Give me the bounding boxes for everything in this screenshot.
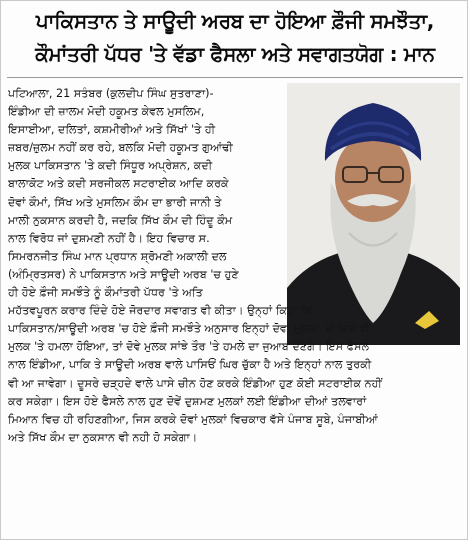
article-line: ਮਹੱਤਵਪੂਰਨ ਕਰਾਰ ਦਿੰਦੇ ਹੋਏ ਜੋਰਦਾਰ ਸਵਾਗਤ ਵੀ ਕੀਤਾ। ਉਨ੍ਹਾਂ ਕਿਹਾ ਕਿ xyxy=(8,304,312,318)
headline-line-2: ਕੌਮਾਂਤਰੀ ਪੱਧਰ 'ਤੇ ਵੱਡਾ ਫੈਸਲਾ ਅਤੇ ਸਵਾਗਤਯੋਗ : ਮਾਨ xyxy=(35,42,435,66)
headline-divider xyxy=(7,77,463,78)
article-line: ਮਾਲੀ ਨੁਕਸਾਨ ਕਰਦੀ ਹੈ, ਜਦਕਿ ਸਿੱਖ ਕੌਮ ਦੀ ਹਿੰਦੂ ਕੌਮ xyxy=(8,213,233,227)
article-line: ਪਟਿਆਲਾ, 21 ਸਤੰਬਰ (ਕੁਲਦੀਪ ਸਿੰਘ ਸੁਤਰਾਣਾ)- xyxy=(8,87,214,100)
article-line: ਨਾਲ ਵਿਰੋਧ ਜਾਂ ਦੁਸ਼ਮਣੀ ਨਹੀਂ ਹੈ। ਇਹ ਵਿਚਾਰ ਸ. xyxy=(8,231,210,245)
article-body xyxy=(8,85,462,447)
article-line: ਵੀ ਆ ਜਾਵੇਗਾ। ਦੂਸਰੇ ਚੜ੍ਹਦੇ ਵਾਲੇ ਪਾਸੇ ਚੀਨ ਹੋਣ ਕਰਕੇ ਇੰਡੀਆ ਹੁਣ ਕੋਈ ਸਟਰਾਈਕ ਨਹੀਂ xyxy=(8,376,382,390)
article-line: ਨਾਲ ਇੰਡੀਆ, ਪਾਕਿ ਤੇ ਸਾਊਦੀ ਅਰਬ ਵਾਲੇ ਪਾਸਿਓਂ ਘਿਰ ਚੁੱਕਾ ਹੈ ਅਤੇ ਇਨ੍ਹਾਂ ਨਾਲ ਤੁਰਕੀ xyxy=(8,358,372,372)
article-line: ਇੰਡੀਆ ਦੀ ਜ਼ਾਲਮ ਮੋਦੀ ਹਕੂਮਤ ਕੇਵਲ ਮੁਸਲਿਮ, xyxy=(8,105,205,119)
article-line: ਸਿਮਰਨਜੀਤ ਸਿੰਘ ਮਾਨ ਪ੍ਰਧਾਨ ਸ਼੍ਰੋਮਣੀ ਅਕਾਲੀ ਦਲ xyxy=(8,249,227,263)
article-line: ਅਤੇ ਸਿੱਖ ਕੌਮ ਦਾ ਨੁਕਸਾਨ ਵੀ ਨਹੀ ਹੋ ਸਕੇਗਾ। xyxy=(8,430,198,444)
article-line: ਦੋਵਾਂ ਕੌਮਾਂ, ਸਿੱਖ ਅਤੇ ਮੁਸਲਿਮ ਕੌਮ ਦਾ ਭਾਰੀ ਜਾਨੀ ਤੇ xyxy=(8,195,222,209)
article-line: ਕਰ ਸਕੇਗਾ। ਇਸ ਹੋਏ ਫੈਸਲੇ ਨਾਲ ਹੁਣ ਦੋਵੇਂ ਦੁਸ਼ਮਣ ਮੁਲਕਾਂ ਲਈ ਇੰਡੀਆ ਦੀਆਂ ਤਲਵਾਰਾਂ xyxy=(8,394,367,408)
article-line: ਮੁਲਕ ਪਾਕਿਸਤਾਨ 'ਤੇ ਕਦੀ ਸਿੰਧੂਰ ਅਪ੍ਰੇਸ਼ਨ, ਕਦੀ xyxy=(8,159,213,173)
headline xyxy=(7,5,463,71)
article-line: ਇਸਾਈਆ, ਦਲਿਤਾਂ, ਕਸ਼ਮੀਰੀਆਂ ਅਤੇ ਸਿੱਖਾਂ 'ਤੇ ਹੀ xyxy=(8,123,216,137)
article-line: ਜ਼ਬਰ/ਜ਼ੁਲਮ ਨਹੀਂ ਕਰ ਰਹੇ, ਬਲਕਿ ਮੋਦੀ ਹਕੂਮਤ ਗੁਆਂਢੀ xyxy=(8,141,233,155)
article-line: ਪਾਕਿਸਤਾਨ/ਸਾਊਦੀ ਅਰਬ 'ਚ ਹੋਏ ਫ਼ੌਜੀ ਸਮਝੌਤੇ ਅਨੁਸਾਰ ਇਨ੍ਹਾਂ ਦੋਵਾਂ ਮੁਲਕਾਂ 'ਚ ਕਿਸੇ ਵੀ xyxy=(8,322,370,336)
article-line: (ਅੰਮ੍ਰਿਤਸਰ) ਨੇ ਪਾਕਿਸਤਾਨ ਅਤੇ ਸਾਊਦੀ ਅਰਬ 'ਚ ਹੁਣੇ xyxy=(8,267,239,281)
headline-line-1: ਪਾਕਿਸਤਾਨ ਤੇ ਸਾਊਦੀ ਅਰਬ ਦਾ ਹੋਇਆ ਫ਼ੌਜੀ ਸਮਝੌਤਾ, xyxy=(35,9,435,33)
article-line: ਮਿਆਨ ਵਿਚ ਹੀ ਰਹਿਣਗੀਆ, ਜਿਸ ਕਰਕੇ ਦੋਵਾਂ ਮੁਲਕਾਂ ਵਿਚਕਾਰ ਵੱਸੇ ਪੰਜਾਬ ਸੂਬੇ, ਪੰਜਾਬੀਆਂ xyxy=(8,412,378,426)
article-line: ਬਾਲਾਕੋਟ ਅਤੇ ਕਦੀ ਸਰਜੀਕਲ ਸਟਰਾਈਕ ਆਦਿ ਕਰਕੇ xyxy=(8,177,229,191)
article-line: ਹੀ ਹੋਏ ਫ਼ੌਜੀ ਸਮਝੌਤੇ ਨੂੰ ਕੌਮਾਂਤਰੀ ਪੱਧਰ 'ਤੇ ਅਤਿ xyxy=(8,286,203,300)
article-line: ਮੁਲਕ 'ਤੇ ਹਮਲਾ ਹੋਇਆ, ਤਾਂ ਦੋਵੇ ਮੁਲਕ ਸਾਂਝੇ ਤੌਰ 'ਤੇ ਹਮਲੇ ਦਾ ਜੁਆਬ ਦੇਣਗੇ। ਇਸ ਫੈਸਲੇ xyxy=(8,340,370,354)
